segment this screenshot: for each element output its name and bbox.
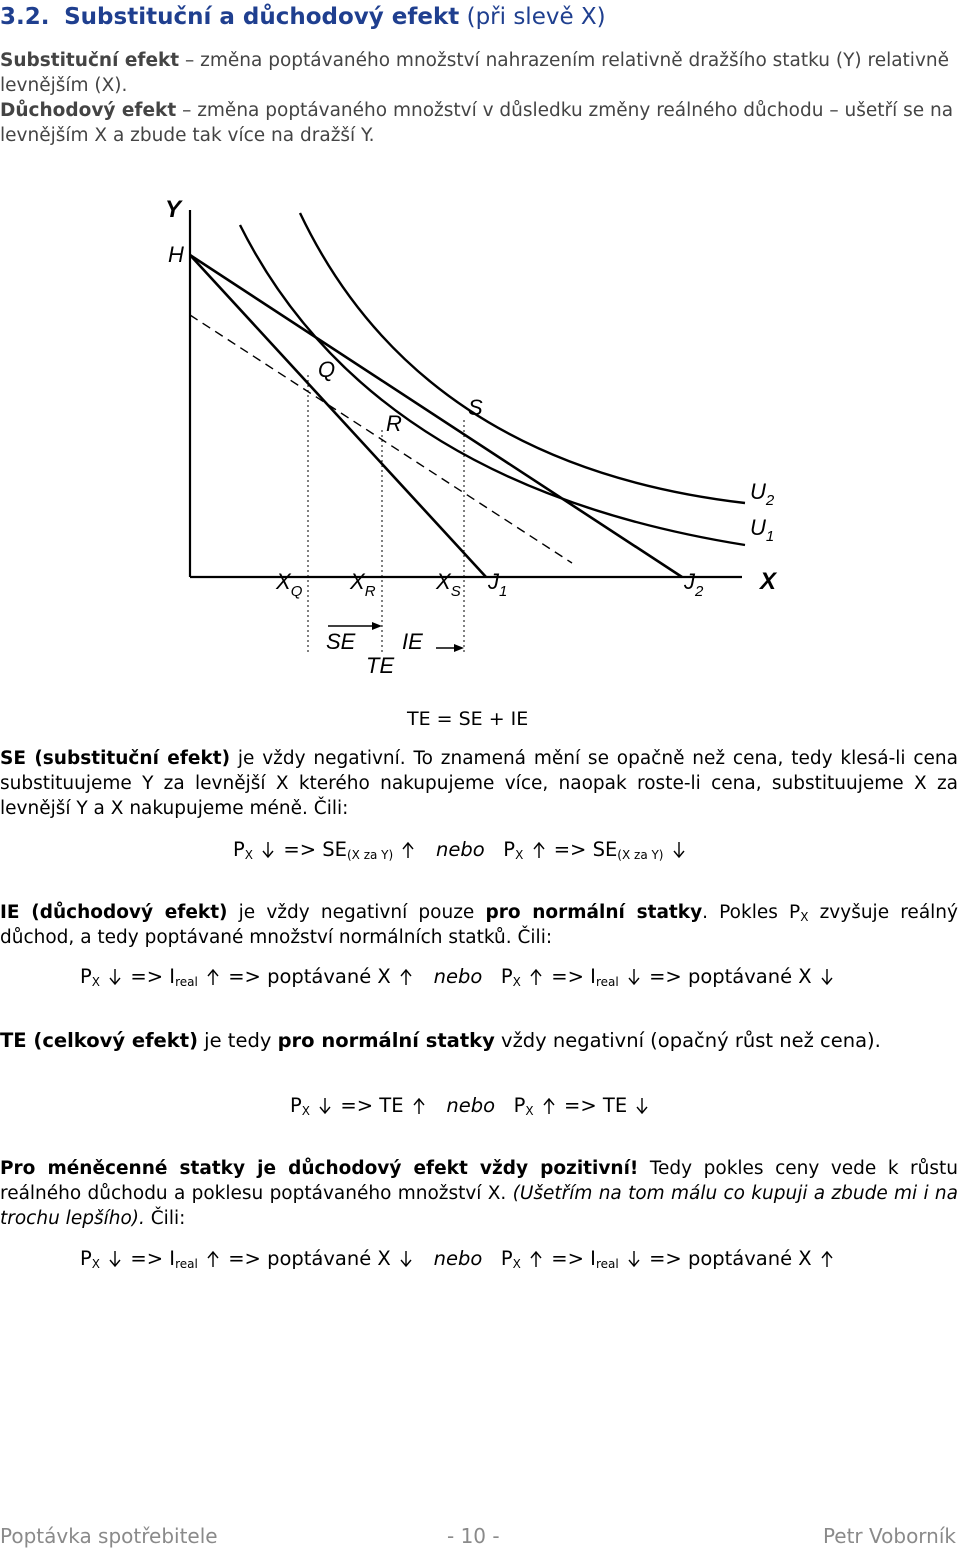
intro-paragraph — [0, 48, 958, 148]
compensated-budget-line — [190, 315, 572, 563]
section-number: 3.2. — [0, 4, 50, 30]
down-arrow-icon — [261, 841, 275, 859]
section-note: (při slevě X) — [466, 4, 606, 30]
down-arrow-icon — [627, 1250, 641, 1268]
up-arrow-icon — [529, 968, 543, 986]
formula-te: $P_X$ => TE nebo $P_X$ => TE — [290, 1094, 651, 1117]
j1-label: $J_1$ — [488, 569, 508, 600]
ie-term: Důchodový efekt — [0, 100, 177, 121]
se-paragraph — [0, 746, 958, 821]
se-label: SE — [326, 629, 356, 654]
j2-label: $J_2$ — [684, 569, 704, 600]
up-arrow-icon — [529, 1250, 543, 1268]
formula-inferior: $P_X$ => $I_{real}$ => poptávané X nebo $P_X$ => $I_{real}$ => poptávané X — [80, 1247, 836, 1270]
formula-se: $P_X$ => $SE_{(X za Y)}$ nebo $P_X$ => $SE_{(X za Y)}$ — [233, 838, 688, 861]
up-arrow-icon — [542, 1097, 556, 1115]
ie-definition: – změna poptávaného množství v důsledku změny reálného důchodu – ušetří se na levnějším X a zbude tak více na dražší Y. — [0, 100, 954, 146]
down-arrow-icon — [635, 1097, 649, 1115]
u1-label: $U_1$ — [750, 515, 775, 545]
up-arrow-icon — [206, 1250, 220, 1268]
se-definition: – změna poptávaného množství nahrazením relativně dražšího statku (Y) relativně levnějším (X). — [0, 50, 950, 96]
xr-label: $X_R$ — [350, 569, 376, 600]
te-paragraph: TE (celkový efekt) je tedy pro normální statky vždy negativní (opačný růst než cena). — [0, 1029, 881, 1052]
se-term: Substituční efekt — [0, 50, 180, 71]
te-equation: TE = SE + IE — [407, 708, 529, 730]
x-axis-label: X — [760, 568, 777, 595]
section-heading — [0, 4, 606, 30]
budget-line-j2 — [190, 255, 682, 577]
budget-line-j1 — [190, 255, 486, 577]
footer-page-number: - 10 - — [447, 1524, 500, 1548]
footer-left: Poptávka spotřebitele — [0, 1524, 218, 1548]
down-arrow-icon — [108, 968, 122, 986]
down-arrow-icon — [627, 968, 641, 986]
up-arrow-icon — [401, 841, 415, 859]
se-bold: SE (substituční efekt) — [0, 748, 231, 769]
se-text: je vždy negativní. To znamená mění se opačně než cena, tedy klesá-li cena substituujeme Y za levnější X kterého nakupujeme více, naopak roste-li cena, substituujeme X za levnější Y a X nakupujeme méně. Čili: — [0, 748, 958, 819]
formula-ie: $P_X$ => $I_{real}$ => poptávané X nebo $P_X$ => $I_{real}$ => poptávané X — [80, 965, 836, 988]
up-arrow-icon — [206, 968, 220, 986]
up-arrow-icon — [412, 1097, 426, 1115]
te-label: TE — [366, 653, 395, 678]
footer-author: Petr Voborník — [822, 1524, 956, 1548]
down-arrow-icon — [399, 1250, 413, 1268]
down-arrow-icon — [108, 1250, 122, 1268]
up-arrow-icon — [820, 1250, 834, 1268]
up-arrow-icon — [532, 841, 546, 859]
ie-arrowhead — [454, 644, 464, 652]
ie-label: IE — [402, 629, 423, 654]
point-s-label: S — [468, 395, 483, 420]
down-arrow-icon — [318, 1097, 332, 1115]
y-axis-label: Y — [165, 196, 182, 223]
point-h-label: H — [168, 242, 184, 267]
indifference-curve-u2 — [300, 213, 745, 503]
down-arrow-icon — [672, 841, 686, 859]
substitution-income-graph — [0, 185, 960, 685]
point-q-label: Q — [318, 357, 336, 382]
xq-label: $X_Q$ — [276, 569, 303, 600]
down-arrow-icon — [820, 968, 834, 986]
point-r-label: R — [386, 411, 402, 436]
section-title: Substituční a důchodový efekt — [64, 4, 460, 30]
ie-paragraph: IE (důchodový efekt) je vždy negativní pouze pro normální statky. Pokles $P_X$ zvyšuje reálný důchod, a tedy poptávané množství normálních statků. Čili: — [0, 902, 958, 948]
u2-label: $U_2$ — [750, 479, 775, 509]
inferior-paragraph: Pro méněcenné statky je důchodový efekt vždy pozitivní! Tedy pokles ceny vede k růstu reálného důchodu a poklesu poptávaného množství X. (Ušetřím na tom málu co kupuji a zbude mi i na trochu lepšího). Čili: — [0, 1158, 959, 1229]
xs-label: $X_S$ — [436, 569, 461, 600]
up-arrow-icon — [399, 968, 413, 986]
se-arrowhead — [372, 622, 382, 630]
indifference-curve-u1 — [240, 225, 745, 545]
